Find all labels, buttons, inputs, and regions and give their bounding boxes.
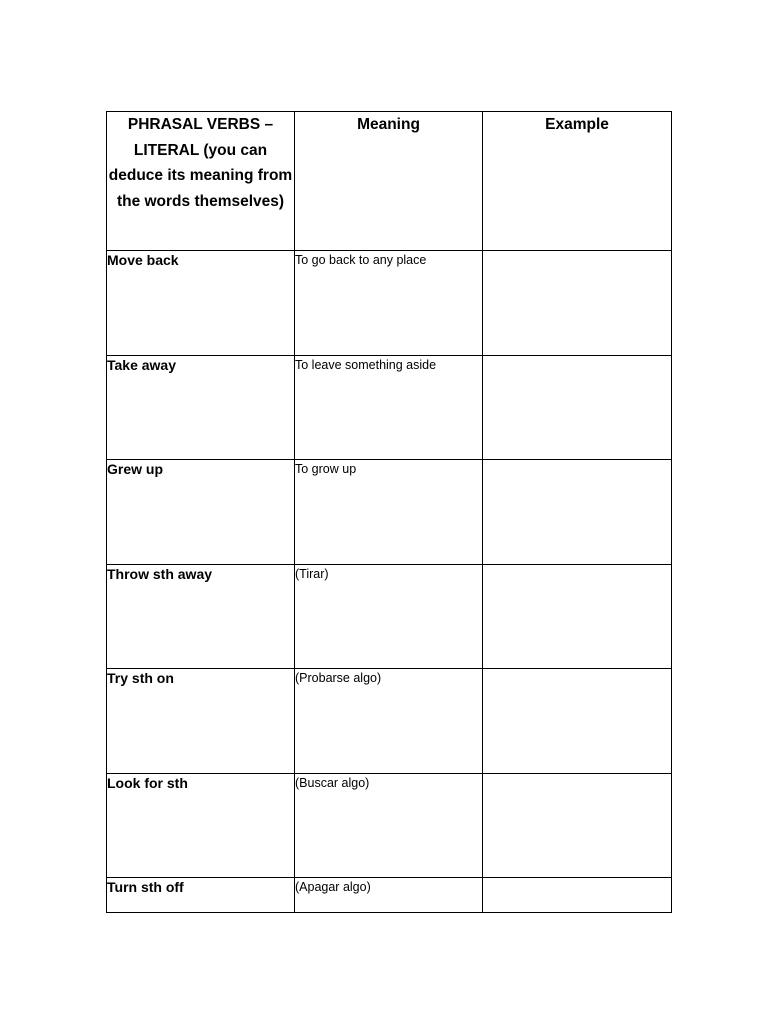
example-cell[interactable]	[483, 460, 672, 565]
verb-cell: Grew up	[107, 460, 295, 565]
verb-cell: Move back	[107, 251, 295, 356]
example-cell[interactable]	[483, 251, 672, 356]
table-row	[107, 251, 672, 356]
verb-cell: Throw sth away	[107, 564, 295, 669]
header-meaning: Meaning	[295, 112, 483, 251]
example-cell[interactable]	[483, 878, 672, 913]
verb-cell: Take away	[107, 355, 295, 460]
header-example: Example	[483, 112, 672, 251]
table-row	[107, 460, 672, 565]
example-cell[interactable]	[483, 773, 672, 878]
meaning-cell: (Tirar)	[295, 564, 483, 669]
table-row	[107, 878, 672, 913]
header-phrasal-verbs: PHRASAL VERBS – LITERAL (you can deduce its meaning from the words themselves)	[107, 112, 295, 251]
table-row	[107, 355, 672, 460]
meaning-cell: (Apagar algo)	[295, 878, 483, 913]
table-header-row	[107, 112, 672, 251]
meaning-cell: (Probarse algo)	[295, 669, 483, 774]
verb-cell: Try sth on	[107, 669, 295, 774]
table-row	[107, 564, 672, 669]
verb-cell: Look for sth	[107, 773, 295, 878]
phrasal-verbs-table	[106, 111, 672, 913]
meaning-cell: (Buscar algo)	[295, 773, 483, 878]
example-cell[interactable]	[483, 355, 672, 460]
example-cell[interactable]	[483, 669, 672, 774]
meaning-cell: To grow up	[295, 460, 483, 565]
table-row	[107, 669, 672, 774]
example-cell[interactable]	[483, 564, 672, 669]
meaning-cell: To go back to any place	[295, 251, 483, 356]
table-row	[107, 773, 672, 878]
meaning-cell: To leave something aside	[295, 355, 483, 460]
verb-cell: Turn sth off	[107, 878, 295, 913]
